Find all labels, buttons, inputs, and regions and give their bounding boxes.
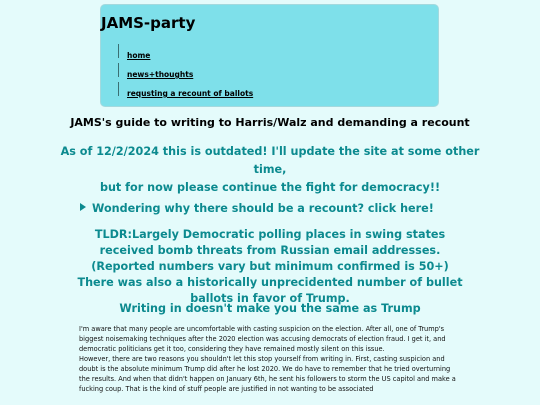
body-text [79,324,463,394]
section-heading: Writing in doesn't make you the same as Trump [119,302,421,315]
site-header [100,4,439,107]
nav-item-recount [118,81,253,100]
notice-line-2: but for now please continue the fight for democracy!! [99,181,441,194]
site-title: JAMS-party [101,14,196,32]
guide-title: JAMS's guide to writing to Harris/Walz and demanding a recount [70,116,470,129]
tldr-text: TLDR:Largely Democratic polling places in swing states received bomb threats from Russian email addresses. (Reported numbers vary but minimum confirmed is 50+) There was also a historically unprecidented number of bullet ballots in favor of Trump. [77,228,463,305]
paragraph-2: However, there are two reasons you shouldn't let this stop yourself from writing in. First, casting suspicion and doubt is the absolute minimum Trump did after he lost 2020. We do have to remember that he tried overturning the results. And when that didn't happen on January 6th, he sent his followers to storm the US capitol and make a fucking coup. That is the kind of stuff people are justified in not wanting to be associated [79,355,456,393]
nav-item-news [118,62,253,81]
nav-link-home[interactable]: home [127,51,151,60]
nav-item-home [118,43,253,62]
nav-link-news[interactable]: news+thoughts [127,70,194,79]
nav-menu [118,43,253,100]
notice-line-1: As of 12/2/2024 this is outdated! I'll update the site at some other time, [60,145,480,176]
outdated-notice [60,143,480,197]
details-summary-text: Wondering why there should be a recount? click here! [92,202,434,215]
nav-link-recount[interactable]: requsting a recount of ballots [127,89,254,98]
recount-reason-toggle[interactable] [80,202,434,215]
paragraph-1: I'm aware that many people are uncomfortable with casting suspicion on the election. After all, one of Trump's biggest noisemaking techniques after the 2020 election was accusing democrats of election fraud. I get it, and democratic politicians get it too, considering they have remained mostly silent on this issue. [79,325,446,353]
disclosure-triangle-icon [80,203,86,211]
